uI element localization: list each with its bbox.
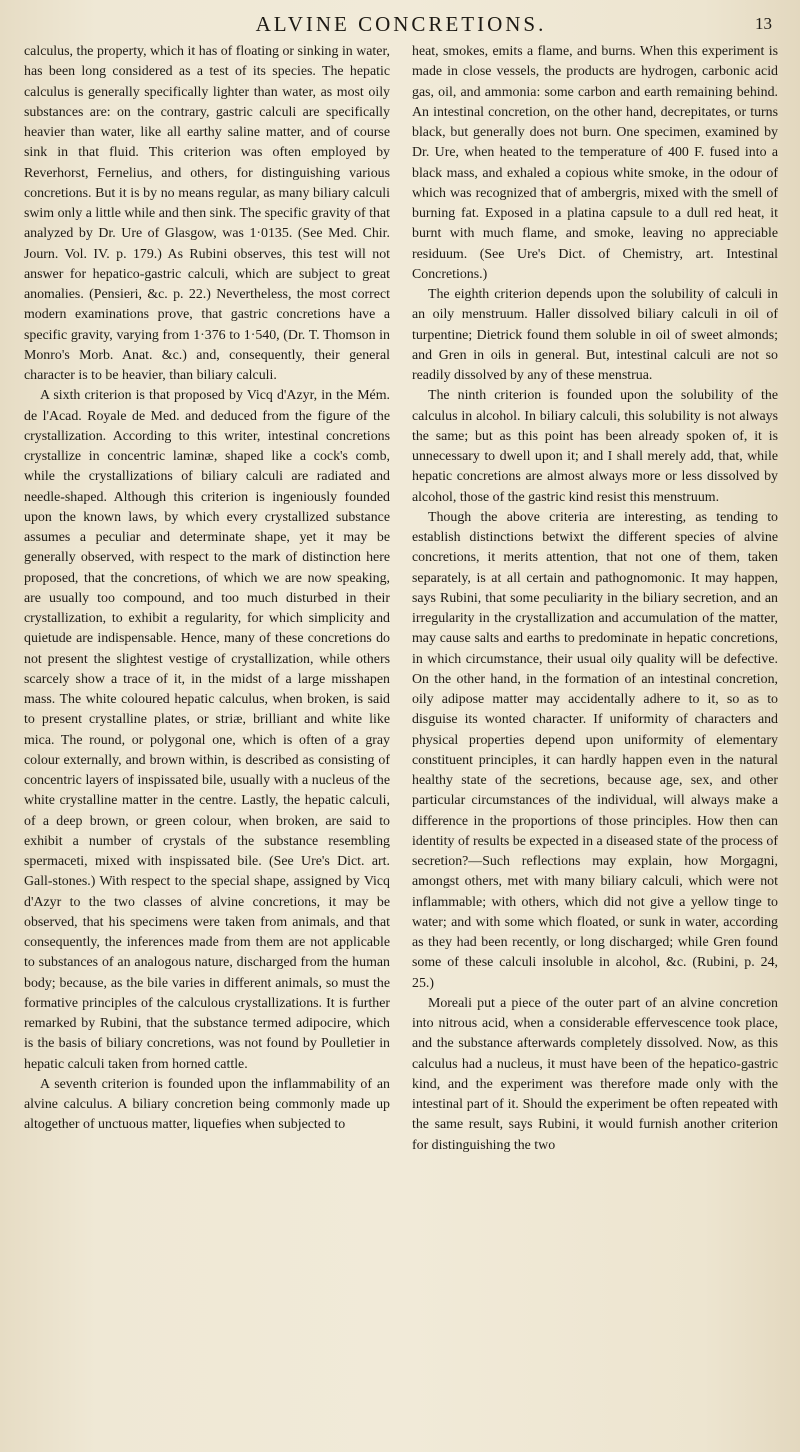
- paragraph: A seventh criterion is founded upon the inflammability of an alvine calculus. A biliary concretion being commonly made up altogether of unctuous matter, liquefies when subjected to: [24, 1076, 390, 1133]
- paragraph: calculus, the property, which it has of floating or sinking in water, has been long considered as a test of its species. The hepatic calculus is generally specifically lighter than water, as most oily substances are: on the contrary, gastric calculi are specifically heavier than water, like all earthy saline matter, and of course sink in that fluid. This criterion was often employed by Reverhorst, Fernelius, and others, for distinguishing various concretions. But it is by no means regular, as many biliary calculi swim only a little while and then sink. The specific gravity of that analyzed by Dr. Ure of Glasgow, was 1·0135. (See Med. Chir. Journ. Vol. IV. p. 179.) As Rubini observes, this test will not answer for hepatico-gastric calculi, which are subject to great anomalies. (Pensieri, &c. p. 22.) Nevertheless, the most correct modern examinations prove, that gastric concretions have a specific gravity, varying from 1·376 to 1·540, (Dr. T. Thomson in Monro's Morb. Anat. &c.) and, consequently, their general character is to be heavier, than biliary calculi.: [24, 44, 390, 383]
- running-head: [24, 12, 778, 42]
- paragraph: The ninth criterion is founded upon the solubility of the calculus in alcohol. In biliary calculi, this solubility is not always the same; but as this point has been already spoken of, it is unnecessary to dwell upon it; and I shall merely add, that, while hepatic concretions are almost always more or less dissolved by alcohol, those of the gastric kind resist this menstruum.: [412, 388, 778, 505]
- paragraph: The eighth criterion depends upon the solubility of calculi in an oily menstruum. Haller dissolved biliary calculi in oil of turpentine; Dietrick found them soluble in oil of sweet almonds; and Gren in oils in general. But, intestinal calculi are not so readily dissolved by any of these menstrua.: [412, 287, 778, 383]
- paragraph: A sixth criterion is that proposed by Vicq d'Azyr, in the Mém. de l'Acad. Royale de Med. and deduced from the figure of the crystallization. According to this writer, intestinal concretions crystallize in concentric laminæ, shaped like a cock's comb, while the crystallizations of biliary calculi are radiated and needle-shaped. Although this criterion is ingeniously founded upon the known laws, by which every crystallized substance assumes a peculiar and determinate shape, yet it may be generally observed, with respect to the mark of distinction here proposed, that the concretions, of which we are now speaking, are usually too compound, and too much disturbed in their crystallization, to exhibit a regularity, for which simplicity and quietude are indispensable. Hence, many of these concretions do not present the slightest vestige of crystallization, while others scarcely show a trace of it, in the midst of a large misshapen mass. The white coloured hepatic calculus, when broken, is said to present crystalline plates, or striæ, brilliant and white like mica. The round, or polygonal one, which is often of a gray colour externally, and brown within, is described as consisting of concentric layers of inspissated bile, usually with a nucleus of the white crystalline matter in the centre. Lastly, the hepatic calculi, of a deep brown, or green colour, when broken, are said to exhibit a number of crystals of the substance resembling spermaceti, mixed with inspissated bile. (See Ure's Dict. art. Gall-stones.) With respect to the special shape, assigned by Vicq d'Azyr to the two classes of alvine concretions, it may be observed, that his specimens were taken from animals, and that consequently, the inferences made from them are not applicable to substances of an analogous nature, discharged from the human body; because, as the bile varies in different animals, so must the formative principles of the calculous crystallizations. It is further remarked by Rubini, that the substance termed adipocire, which is the basis of biliary concretions, was not found by Poulletier in hepatic calculi taken from horned cattle.: [24, 388, 390, 1072]
- left-column: [24, 42, 390, 1156]
- text-columns: [24, 42, 778, 1156]
- page-number: 13: [755, 14, 772, 33]
- paragraph: Moreali put a piece of the outer part of an alvine concretion into nitrous acid, when a considerable effervescence took place, and the substance afterwards completely dissolved. Now, as this calculus had a nucleus, it must have been of the hepatico-gastric kind, and the experiment was therefore made only with the intestinal part of it. Should the experiment be often repeated with the same result, says Rubini, it would furnish another criterion for distinguishing the two: [412, 995, 778, 1153]
- paragraph: Though the above criteria are interesting, as tending to establish distinctions betwixt the different species of alvine concretions, it merits attention, that not one of them, taken separately, is at all certain and pathognomonic. It may happen, says Rubini, that some peculiarity in the biliary secretion, and an irregularity in the crystallization and accumulation of the matter, may cause salts and earths to predominate in hepatic concretions, in which circumstance, their usual oily quality will be defective. On the other hand, in the formation of an intestinal concretion, oily adipose matter may accidentally adhere to it, so as to disguise its wonted character. If uniformity of characters and physical properties depend upon uniformity of elementary constituent principles, it can hardly happen even in the natural healthy state of the secretions, because age, sex, and other particular circumstances of the individual, will always make a difference in the proportions of those principles. How then can identity of results be expected in a diseased state of the process of secretion?—Such reflections may explain, how Morgagni, amongst others, met with many biliary calculi, which were not inflammable; with others, which did not give a yellow tinge to water; and with some which floated, or sunk in water, according as they had been recently, or long discharged; while Gren found some of these calculi insoluble in alcohol, &c. (Rubini, p. 24, 25.): [412, 509, 778, 991]
- paragraph: heat, smokes, emits a flame, and burns. When this experiment is made in close vessels, the products are hydrogen, carbonic acid gas, oil, and ammonia: some carbon and earth remaining behind. An intestinal concretion, on the other hand, decrepitates, or turns black, but generally does not burn. One specimen, examined by Dr. Ure, when heated to the temperature of 400 F. fused into a black mass, and exhaled a copious white smoke, in the odour of which was recognized that of ambergris, mixed with the smell of burning fat. Exposed in a platina capsule to a dull red heat, it burnt with much flame, and smoke, leaving no appreciable residuum. (See Ure's Dict. of Chemistry, art. Intestinal Concretions.): [412, 44, 778, 282]
- running-title: ALVINE CONCRETIONS.: [255, 12, 547, 36]
- right-column: [412, 42, 778, 1156]
